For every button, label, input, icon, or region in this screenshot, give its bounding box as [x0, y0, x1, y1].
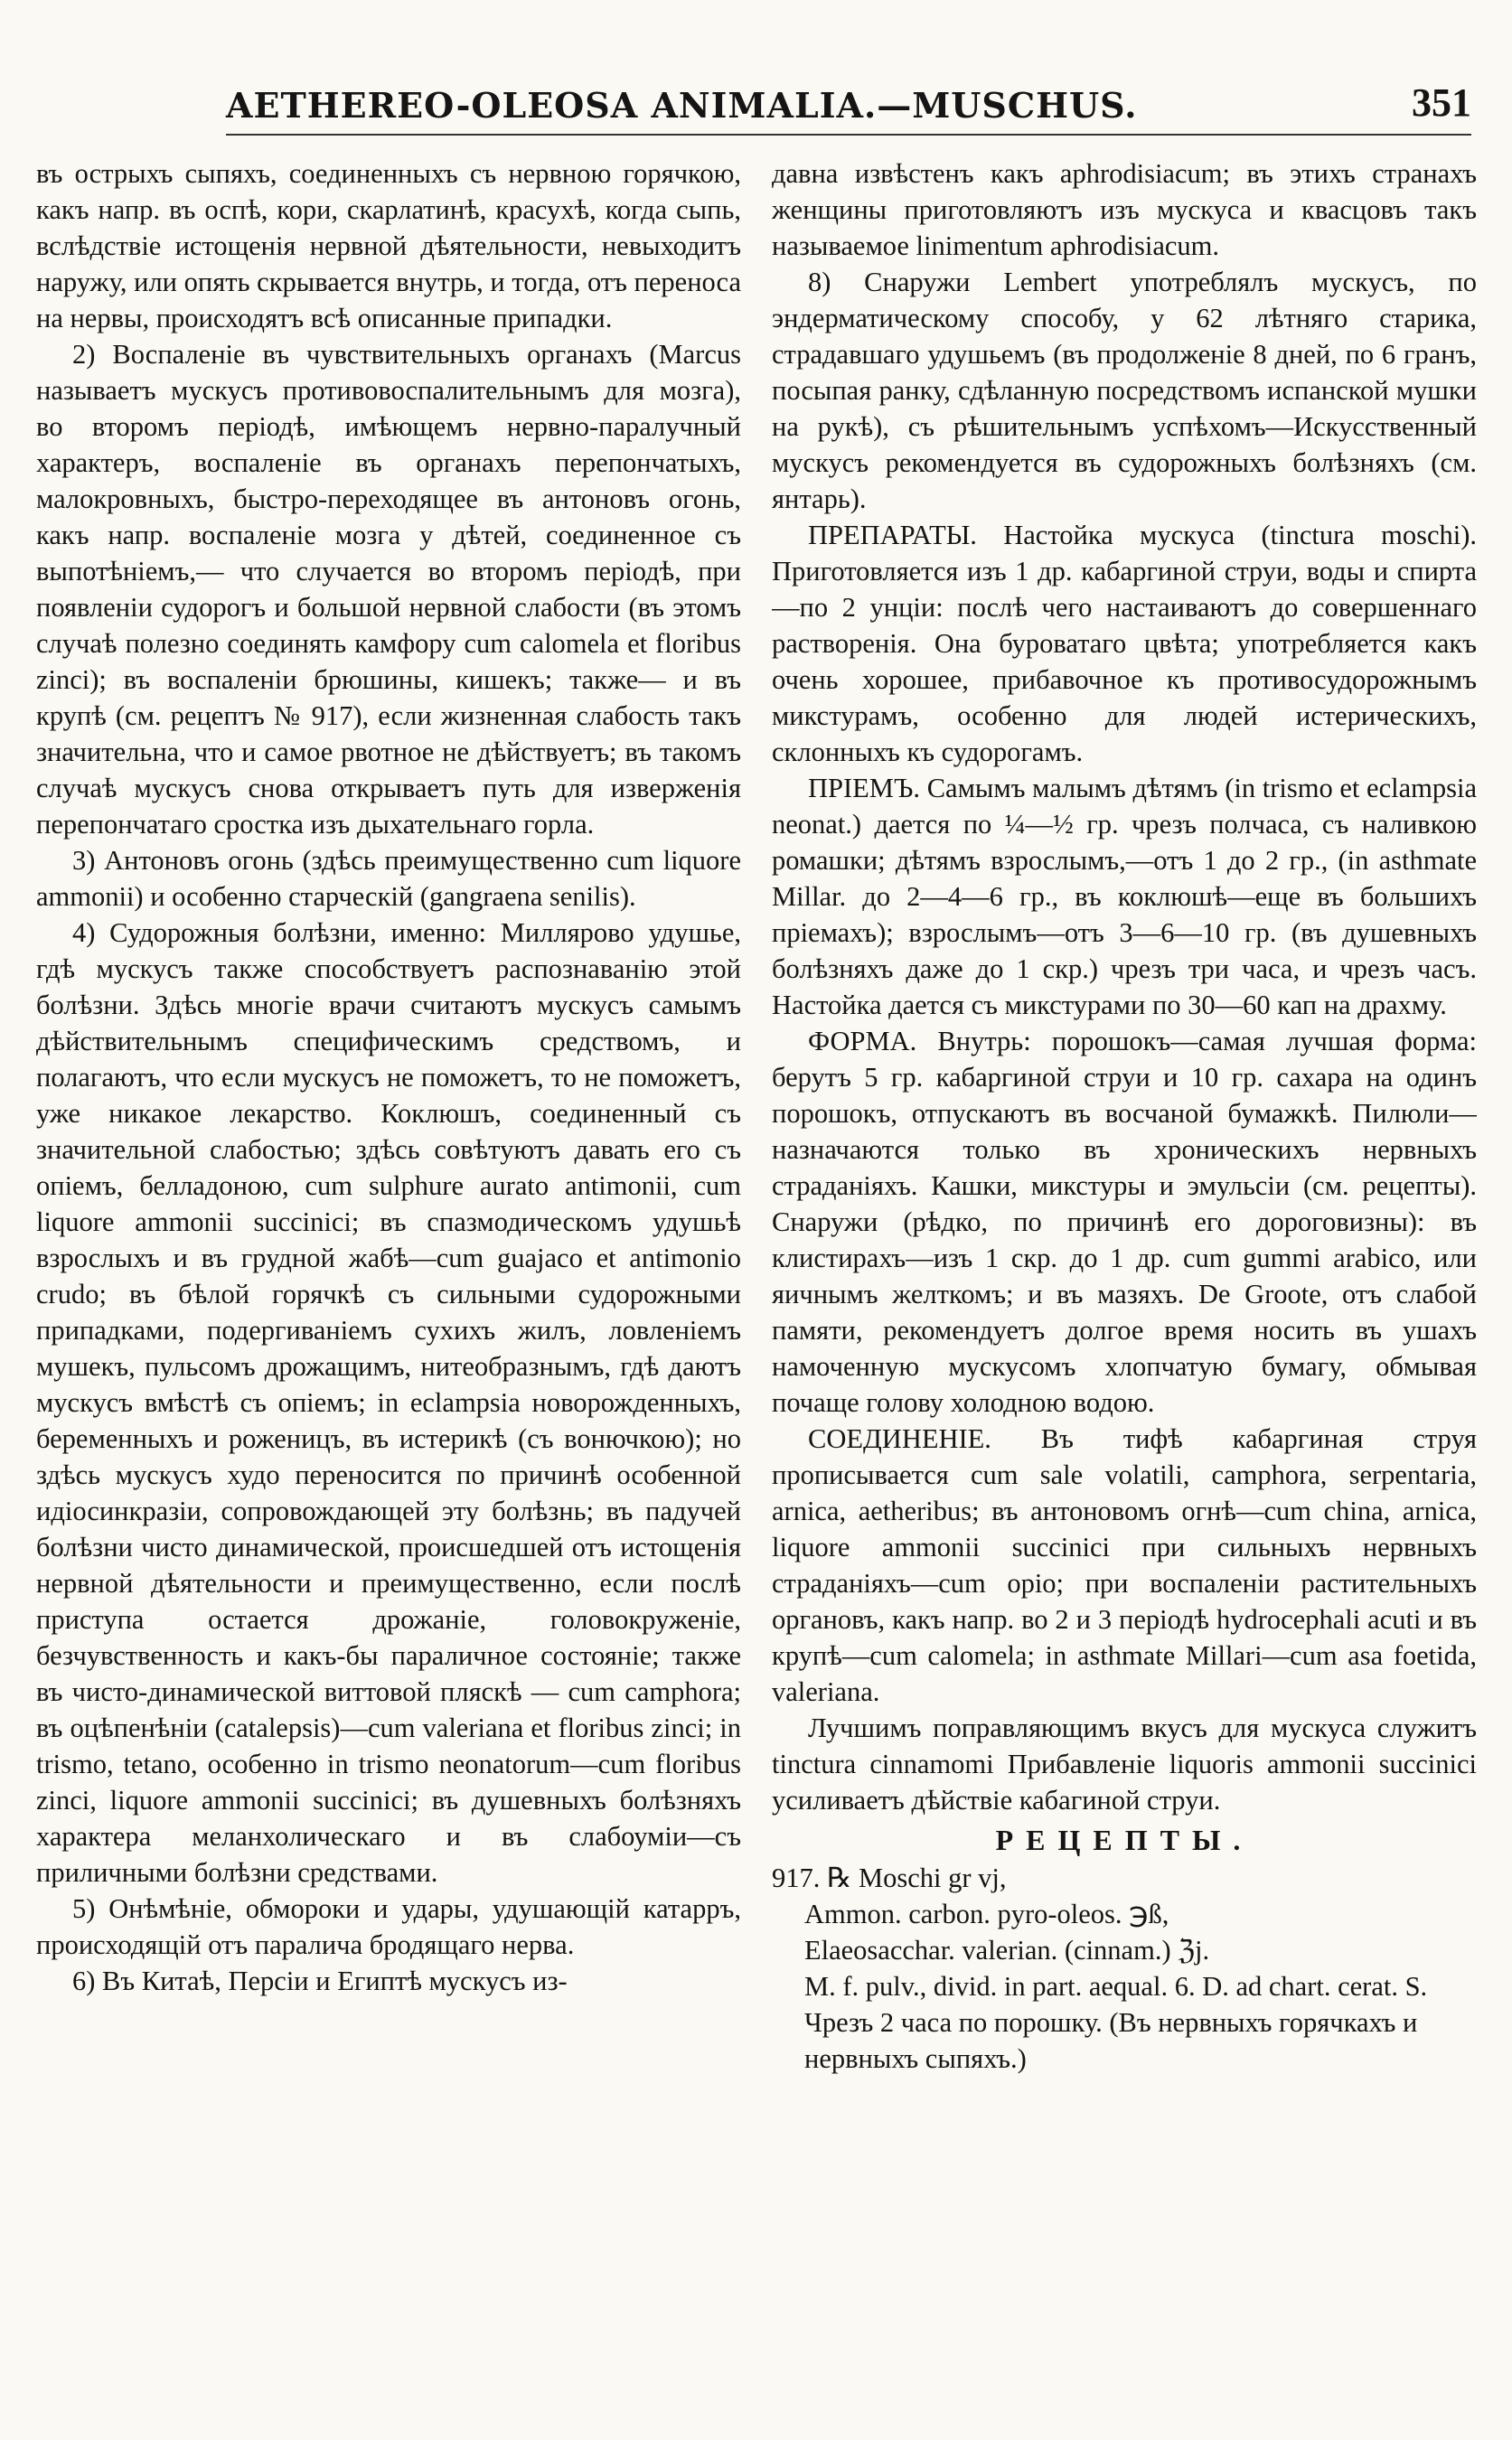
paragraph-eruptive-fevers: въ острыхъ сыпяхъ, соединенныхъ съ нервною горячкою, какъ напр. въ оспѣ, кори, скарлатинѣ, красухѣ, когда сыпь, вслѣдствіе истощенія нервной дѣятельности, невыходитъ наружу, или опять скрывается внутрь, и тогда, отъ переноса на нервы, происходятъ всѣ описанные припадки. [36, 158, 741, 333]
paragraph-external-use: 8) Снаружи Lembert употреблялъ мускусъ, по эндерматическому способу, у 62 лѣтняго старика, страдавшаго удушьемъ (въ продолженіе 8 дней, по 6 гранъ, посыпая ранку, сдѣланную посредствомъ испанской мушки на рукѣ), съ рѣшительнымъ успѣхомъ—Искусственный мускусъ рекомендуется въ судорожныхъ болѣзняхъ (см. янтарь). [772, 267, 1477, 514]
section-dosage: ПРІЕМЪ. Самымъ малымъ дѣтямъ (in trismo et eclampsia neonat.) дается по ¼—½ гр. чрезъ полчаса, съ наливкою ромашки; дѣтямъ взрослымъ,—отъ 1 до 2 гр., (in asthmate Millar. до 2—4—6 гр., въ коклюшѣ—еще въ большихъ пріемахъ); взрослымъ—отъ 3—6—10 гр. (въ душевныхъ болѣзняхъ даже до 1 скр.) чрезъ три часа, и чрезъ часъ. Настойка дается съ микстурами по 30—60 кап на драхму. [772, 773, 1477, 1020]
right-column [772, 155, 1477, 2415]
running-title: AETHEREO-OLEOSA ANIMALIA.—MUSCHUS. [226, 85, 1138, 126]
section-form: ФОРМА. Внутрь: порошокъ—самая лучшая форма: берутъ 5 гр. кабаргиной струи и 10 гр. сахара на одинъ порошокъ, отпускаютъ въ восчаной бумажкѣ. Пилюли—назначаются только въ хроническихъ нервныхъ страданіяхъ. Кашки, микстуры и эмульсіи (см. рецепты). Снаружи (рѣдко, по причинѣ его дороговизны): въ клистирахъ—изъ 1 скр. до 1 др. cum gummi arabico, или яичнымъ желткомъ; и въ мазяхъ. De Groote, отъ слабой памяти, рекомендуетъ долгое время носить въ ушахъ намоченную мускусомъ хлопчатую бумагу, обмывая почаще голову холодною водою. [772, 1026, 1477, 1418]
paragraph-aphrodisiac: давна извѣстенъ какъ aphrodisiacum; въ этихъ странахъ женщины приготовляютъ изъ мускуса и квасцовъ такъ называемое linimentum aphrodisiacum. [772, 158, 1477, 261]
recipe-line: Ammon. carbon. pyro-oleos. ℈ß, [804, 1899, 1169, 1929]
paragraph-inflammation: 2) Воспаленіе въ чувствительныхъ органахъ (Marcus называетъ мускусъ противовоспалительнымъ для мозга), во второмъ періодѣ, имѣющемъ нервно-паралучный характеръ, воспаленіе въ органахъ перепончатыхъ, малокровныхъ, быстро-переходящее въ антоновъ огонь, какъ напр. воспаленіе мозга у дѣтей, соединенное съ выпотѣніемъ,— что случается во второмъ періодѣ, при появленіи судорогъ и большой нервной слабости (въ этомъ случаѣ полезно соединять камфору cum calomela et floribus zinci); въ воспаленіи брюшины, кишекъ; также— и въ крупѣ (см. рецептъ № 917), если жизненная слабость такъ значительна, что и самое рвотное не дѣйствуетъ; въ такомъ случаѣ мускусъ снова открываетъ путь для изверженія перепончатаго сростка изъ дыхательнаго горла. [36, 339, 741, 840]
recipe-line: M. f. pulv., divid. in part. aequal. 6. D. ad chart. cerat. S. Чрезъ 2 часа по порошку. (Въ нервныхъ горячкахъ и нервныхъ сыпяхъ.) [804, 1971, 1428, 2074]
section-combination: СОЕДИНЕНІЕ. Въ тифѣ кабаргиная струя прописывается cum sale volatili, camphora, serpentaria, arnica, aetheribus; въ антоновомъ огнѣ—cum china, arnica, liquore ammonii succinici при сильныхъ нервныхъ страданіяхъ—cum opio; при воспаленіи растительныхъ органовъ, какъ напр. во 2 и 3 періодѣ hydrocephali acuti и въ крупѣ—cum calomela; in asthmate Millari—cum asa foetida, valeriana. [772, 1423, 1477, 1707]
paragraph-convulsive-diseases: 4) Судорожныя болѣзни, именно: Миллярово удушье, гдѣ мускусъ также способствуетъ распознаванію этой болѣзни. Здѣсь многіе врачи считаютъ мускусъ самымъ дѣйствительнымъ специфическимъ средствомъ, и полагаютъ, что если мускусъ не поможетъ, то не поможетъ, уже никакое лекарство. Коклюшъ, соединенный съ значительной слабостью; здѣсь совѣтуютъ давать его съ опіемъ, белладоною, cum sulphure aurato antimonii, cum liquore ammonii succinici; въ спазмодическомъ удушьѣ взрослыхъ и въ грудной жабѣ—cum guajaco et antimonio crudo; въ бѣлой горячкѣ съ сильными судорожными припадками, подергиваніемъ сухихъ жилъ, ловленіемъ мушекъ, пульсомъ дрожащимъ, нитеобразнымъ, гдѣ даютъ мускусъ вмѣстѣ съ опіемъ; in eclampsia новорожденныхъ, беременныхъ и роженицъ, въ истерикѣ (съ вонючкою); но здѣсь мускусъ худо переносится по причинѣ особенной идіосинкразіи, сопровождающей эту болѣзнь; въ падучей болѣзни чисто динамической, происшедшей отъ истощенія нервной дѣятельности и преимущественно, если послѣ приступа остается дрожаніе, головокруженіе, безчувственность и какъ-бы параличное состояніе; также въ чисто-динамической виттовой пляскѣ — cum camphora; въ оцѣпенѣніи (catalepsis)—cum valeriana et floribus zinci; in trismo, tetano, особенно in trismo neonatorum—cum floribus zinci, liquore ammonii succinici; въ душевныхъ болѣзняхъ характера меланхолическаго и въ слабоуміи—съ приличными болѣзни средствами. [36, 917, 741, 1888]
left-column [36, 155, 741, 2415]
paragraph-corrective: Лучшимъ поправляющимъ вкусъ для мускуса служитъ tinctura cinnamomi Прибавленіе liquoris ammonii succinici усиливаетъ дѣйствіе кабагиной струи. [772, 1713, 1477, 1816]
page-header [226, 80, 1491, 134]
paragraph-gangrene: 3) Антоновъ огонь (здѣсь преимущественно cum liquore ammonii) и особенно старческій (gangraena senilis). [36, 845, 741, 912]
section-preparations: ПРЕПАРАТЫ. Настойка мускуса (tinctura moschi). Приготовляется изъ 1 др. кабаргиной струи, воды и спирта—по 2 унціи: послѣ чего настаиваютъ до совершеннаго растворенія. Она буроватаго цвѣта; употребляется какъ очень хорошее, прибавочное къ противосудорожнымъ микстурамъ, особенно для людей истерическихъ, склонныхъ къ судорогамъ. [772, 520, 1477, 767]
paragraph-china-persia: 6) Въ Китаѣ, Персіи и Египтѣ мускусъ из- [72, 1966, 568, 1996]
recipes-heading: РЕЦЕПТЫ. [995, 1824, 1254, 1856]
header-rule [226, 134, 1471, 136]
page-number: 351 [1412, 80, 1471, 125]
recipe-line: 917. ℞ Moschi gr vj, [772, 1863, 1007, 1893]
recipe-line: Elaeosacchar. valerian. (cinnam.) ℨj. [804, 1935, 1210, 1966]
paragraph-numbness: 5) Онѣмѣніе, обмороки и удары, удушающій катарръ, происходящій отъ паралича бродящаго нерва. [36, 1893, 741, 1960]
